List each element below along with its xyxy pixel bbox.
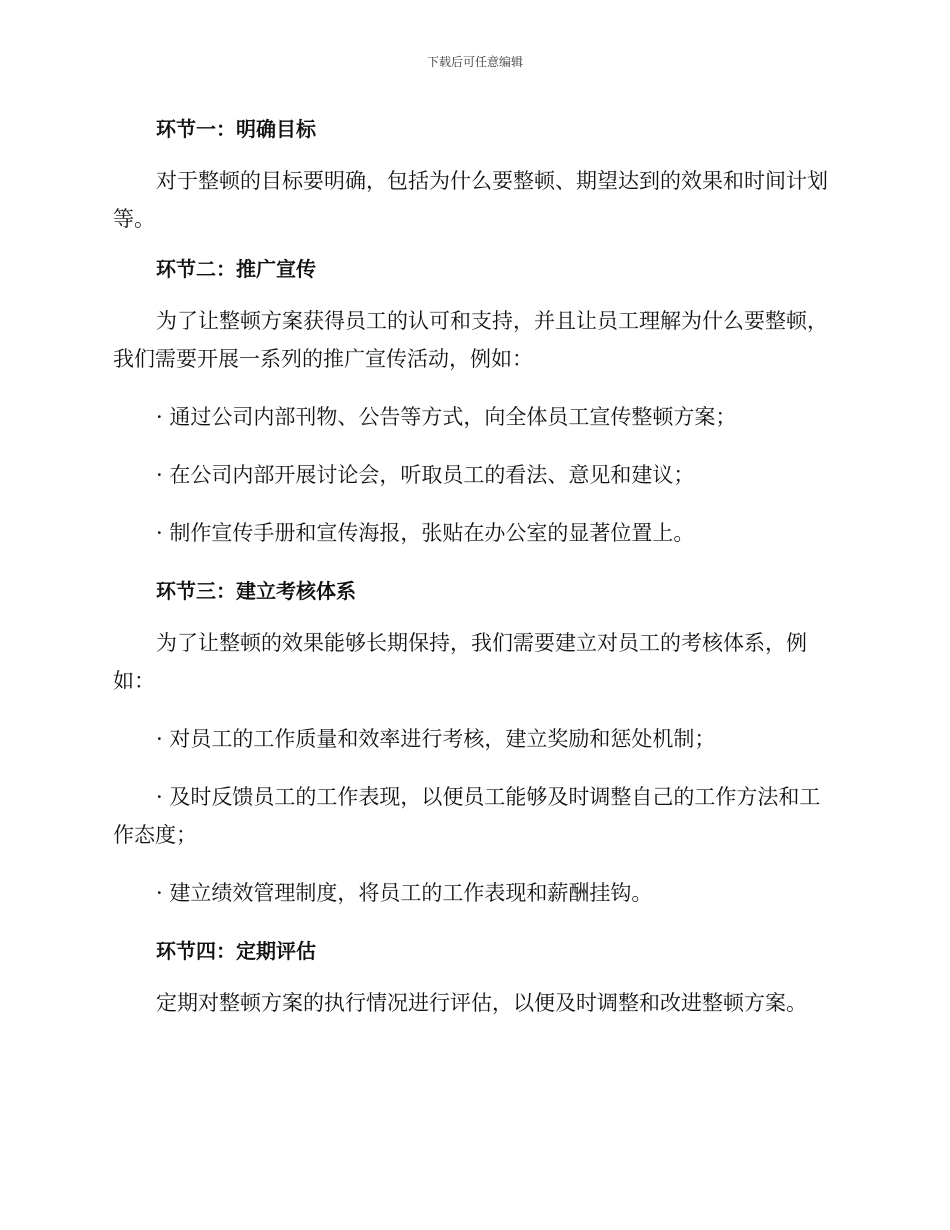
section-heading: 环节一：明确目标	[156, 117, 316, 141]
section-heading: 环节二：推广宣传	[156, 257, 316, 281]
bullet-item: · 建立绩效管理制度，将员工的工作表现和薪酬挂钩。	[156, 881, 653, 905]
page-header: 下载后可任意编辑	[426, 55, 523, 69]
section-heading: 环节三：建立考核体系	[156, 579, 356, 603]
paragraph: 定期对整顿方案的执行情况进行评估，以便及时调整和改进整顿方案。	[156, 991, 807, 1015]
document-body	[113, 110, 833, 1022]
bullet-item: · 在公司内部开展讨论会，听取员工的看法、意见和建议；	[156, 463, 695, 487]
paragraph: 对于整顿的目标要明确，包括为什么要整顿、期望达到的效果和时间计划等。	[113, 169, 828, 231]
paragraph: 为了让整顿方案获得员工的认可和支持，并且让员工理解为什么要整顿，我们需要开展一系列的推广宣传活动，例如：	[113, 309, 828, 371]
bullet-item: · 通过公司内部刊物、公告等方式，向全体员工宣传整顿方案；	[156, 405, 737, 429]
bullet-item: · 对员工的工作质量和效率进行考核，建立奖励和惩处机制；	[156, 727, 716, 751]
section-heading: 环节四：定期评估	[156, 939, 316, 963]
bullet-item: · 制作宣传手册和宣传海报，张贴在办公室的显著位置上。	[156, 521, 695, 545]
bullet-item: · 及时反馈员工的工作表现，以便员工能够及时调整自己的工作方法和工作态度；	[113, 785, 821, 847]
paragraph: 为了让整顿的效果能够长期保持，我们需要建立对员工的考核体系，例如：	[113, 631, 807, 693]
